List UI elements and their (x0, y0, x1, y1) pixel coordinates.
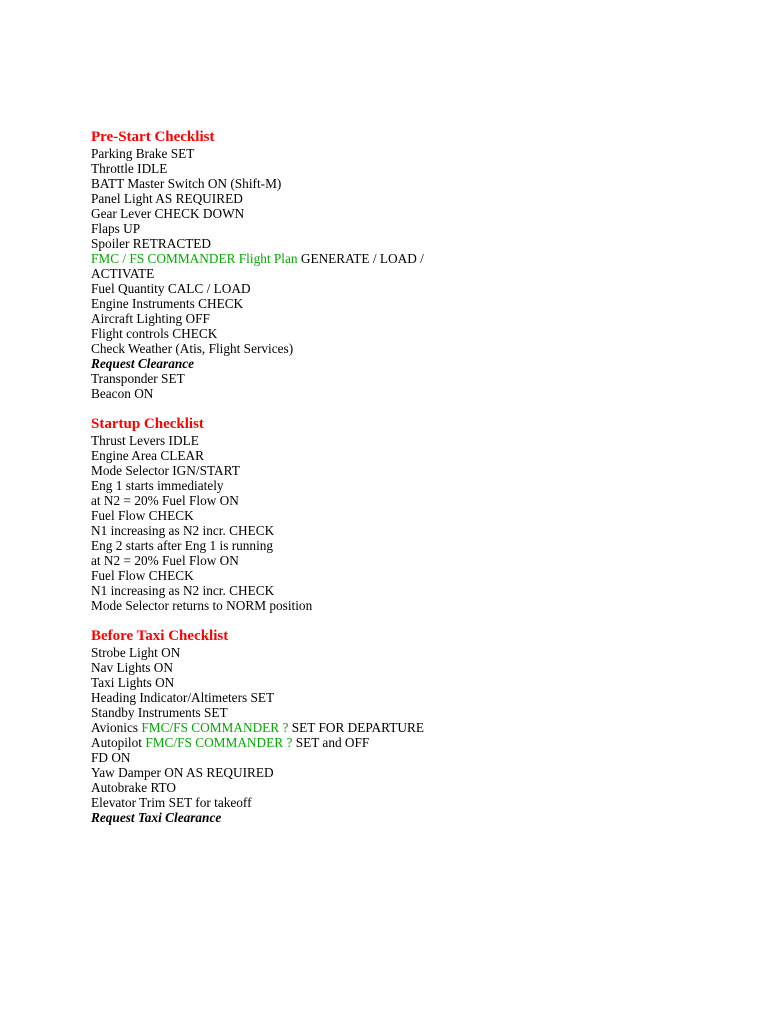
checklist-item: Eng 1 starts immediately (91, 478, 224, 493)
before-taxi-section (91, 627, 711, 825)
checklist-item: Throttle IDLE (91, 161, 168, 176)
checklist-label: Avionics (91, 720, 139, 735)
checklist-item-avionics (91, 720, 711, 735)
checklist-item: N1 increasing as N2 incr. CHECK (91, 523, 275, 538)
checklist-item: N1 increasing as N2 incr. CHECK (91, 583, 275, 598)
checklist-item: Fuel Flow CHECK (91, 568, 194, 583)
fmc-highlight: FMC / FS COMMANDER Flight Plan (91, 251, 298, 266)
checklist-item: Transponder SET (91, 371, 185, 386)
checklist-item: Gear Lever CHECK DOWN (91, 206, 245, 221)
fmc-highlight: FMC/FS COMMANDER ? (141, 720, 289, 735)
checklist-item: Fuel Flow CHECK (91, 508, 194, 523)
checklist-label: Autopilot (91, 735, 142, 750)
section-heading: Startup Checklist (91, 416, 204, 432)
checklist-item: Nav Lights ON (91, 660, 173, 675)
checklist-item: at N2 = 20% Fuel Flow ON (91, 493, 239, 508)
pre-start-section (91, 128, 711, 401)
checklist-item: at N2 = 20% Fuel Flow ON (91, 553, 239, 568)
checklist-item: Yaw Damper ON AS REQUIRED (91, 765, 274, 780)
checklist-item: Elevator Trim SET for takeoff (91, 795, 252, 810)
checklist-item: Aircraft Lighting OFF (91, 311, 210, 326)
checklist-item: Taxi Lights ON (91, 675, 175, 690)
checklist-item: Parking Brake SET (91, 146, 195, 161)
checklist-item: Flight controls CHECK (91, 326, 218, 341)
checklist-action: SET FOR DEPARTURE (291, 720, 424, 735)
fmc-highlight: FMC/FS COMMANDER ? (145, 735, 293, 750)
checklist-item: Spoiler RETRACTED (91, 236, 212, 251)
checklist-item-request-taxi-clearance: Request Taxi Clearance (91, 810, 222, 825)
checklist-item: Mode Selector IGN/START (91, 463, 240, 478)
checklist-item: Mode Selector returns to NORM position (91, 598, 313, 613)
checklist-item: BATT Master Switch ON (Shift-M) (91, 176, 282, 191)
checklist-item-request-clearance: Request Clearance (91, 356, 195, 371)
checklist-item: FD ON (91, 750, 131, 765)
checklist-item: Fuel Quantity CALC / LOAD (91, 281, 251, 296)
checklist-item: Check Weather (Atis, Flight Services) (91, 341, 294, 356)
checklist-item: Engine Instruments CHECK (91, 296, 244, 311)
checklist-item: Heading Indicator/Altimeters SET (91, 690, 275, 705)
checklist-item: Standby Instruments SET (91, 705, 228, 720)
checklist-action: SET and OFF (295, 735, 370, 750)
checklist-item-fmc-flight-plan (91, 251, 451, 281)
checklist-item: Beacon ON (91, 386, 154, 401)
checklist-item: Thrust Levers IDLE (91, 433, 199, 448)
section-heading: Pre-Start Checklist (91, 129, 215, 145)
checklist-item: Eng 2 starts after Eng 1 is running (91, 538, 274, 553)
checklist-item: Autobrake RTO (91, 780, 177, 795)
startup-section (91, 415, 711, 613)
checklist-action: GENERATE / LOAD / ACTIVATE (91, 251, 424, 281)
checklist-item: Strobe Light ON (91, 645, 181, 660)
checklist-item: Engine Area CLEAR (91, 448, 204, 463)
document-page (91, 128, 711, 825)
checklist-item-autopilot (91, 735, 711, 750)
checklist-item: Flaps UP (91, 221, 141, 236)
checklist-item: Panel Light AS REQUIRED (91, 191, 243, 206)
section-heading: Before Taxi Checklist (91, 628, 229, 644)
